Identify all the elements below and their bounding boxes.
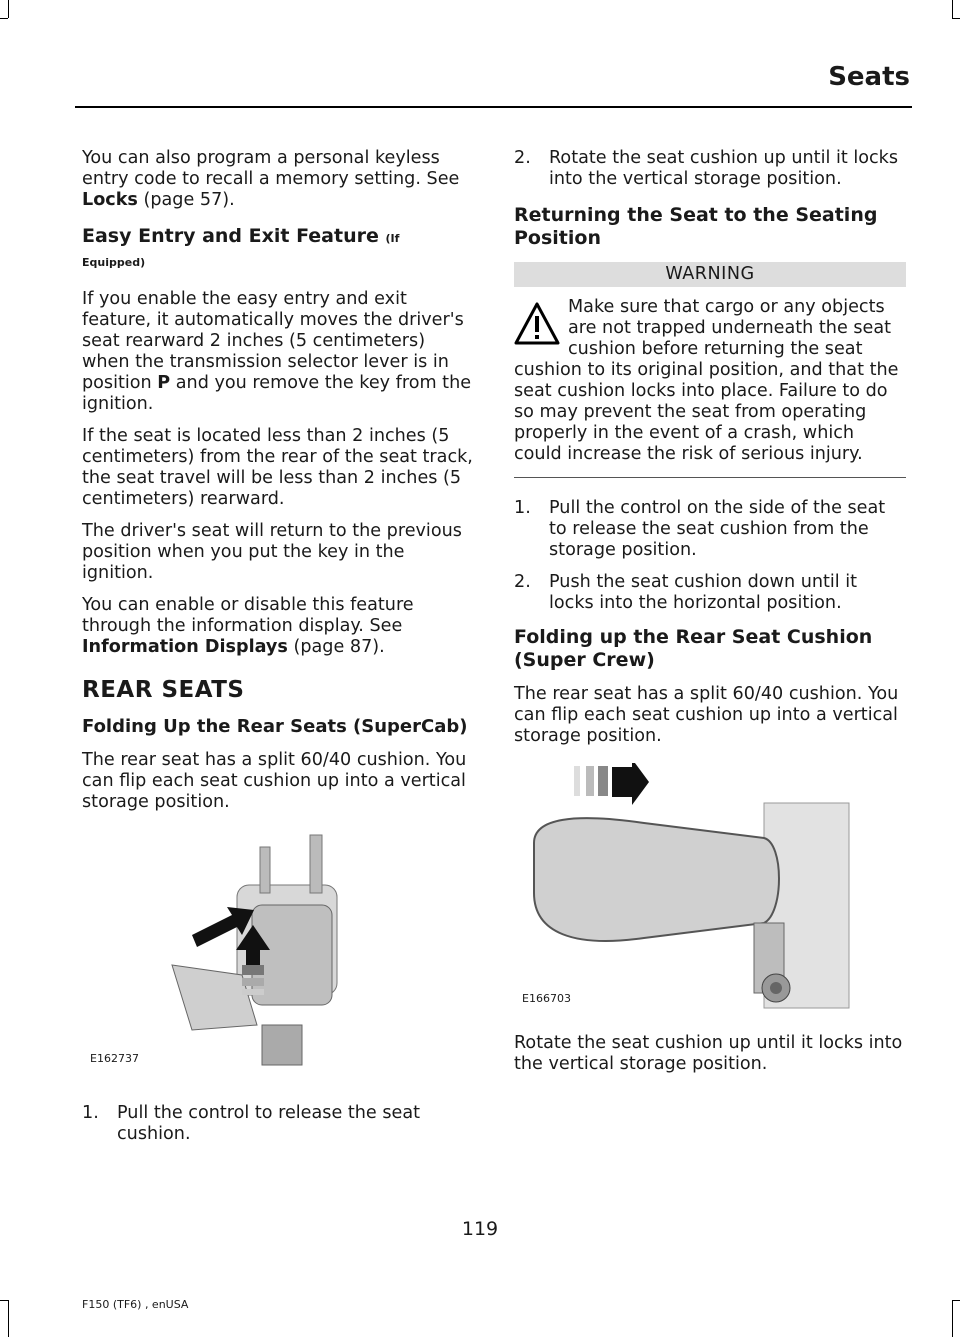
returning-heading: Returning the Seat to the Seating Position bbox=[514, 204, 878, 249]
intro-page: (page 57). bbox=[137, 190, 235, 210]
easy-entry-paragraph-2: If the seat is located less than 2 inches (5 centimeters) from the rear of the seat track, the seat travel will be less than 2 inches (5 centimeters) rearward. bbox=[82, 426, 473, 509]
crop-mark bbox=[8, 0, 9, 18]
super-crew-seat-figure bbox=[514, 763, 854, 1013]
super-crew-heading: Folding up the Rear Seat Cushion (Super Crew) bbox=[514, 626, 873, 671]
warning-box bbox=[514, 297, 906, 465]
super-crew-paragraph: The rear seat has a split 60/40 cushion. You can flip each seat cushion up into a vertical storage position. bbox=[514, 684, 899, 746]
crop-mark bbox=[0, 18, 8, 19]
information-displays-link[interactable]: Information Displays bbox=[82, 637, 288, 657]
supercab-seat-figure bbox=[82, 825, 372, 1073]
warning-text: Make sure that cargo or any objects are not trapped underneath the seat cushion before returning the seat cushion to its original position, and that the seat cushion locks into place. Failure to do so may prevent the seat from operating properly in the event of a crash, which could increase the risk of serious injury. bbox=[514, 297, 899, 464]
rear-cushion-illustration bbox=[514, 763, 854, 1013]
crop-mark bbox=[8, 1300, 9, 1337]
crop-mark bbox=[0, 1300, 8, 1301]
easy-entry-paragraph-3: The driver's seat will return to the previous position when you put the key in the ignition. bbox=[82, 521, 462, 583]
supercab-paragraph: The rear seat has a split 60/40 cushion. You can flip each seat cushion up into a vertical storage position. bbox=[82, 750, 467, 812]
super-crew-rotate: Rotate the seat cushion up until it locks into the vertical storage position. bbox=[514, 1033, 903, 1074]
crop-mark bbox=[952, 0, 953, 18]
supercab-step-1: 1. Pull the control to release the seat cushion. bbox=[82, 1103, 421, 1144]
returning-step-2: 2. Push the seat cushion down until it locks into the horizontal position. bbox=[514, 572, 858, 613]
crop-mark bbox=[952, 18, 960, 19]
rear-seat-illustration bbox=[82, 825, 372, 1073]
intro-text: You can also program a personal keyless entry code to recall a memory setting. See bbox=[82, 148, 460, 189]
easy-entry-paragraph-4: You can enable or disable this feature through the information display. See Information Displays (page 87). bbox=[82, 595, 414, 657]
header-rule bbox=[75, 106, 912, 108]
left-column bbox=[82, 148, 474, 1156]
warning-label: WARNING bbox=[514, 262, 906, 287]
figure-id: E162737 bbox=[90, 1052, 139, 1065]
figure-id: E166703 bbox=[522, 992, 571, 1005]
footer-text: F150 (TF6) , enUSA bbox=[82, 1298, 189, 1311]
crop-mark bbox=[952, 1300, 953, 1337]
supercab-step-2: 2. Rotate the seat cushion up until it locks into the vertical storage position. bbox=[514, 148, 898, 189]
page-number: 119 bbox=[461, 1218, 499, 1240]
crop-mark bbox=[952, 1300, 960, 1301]
easy-entry-paragraph-1: If you enable the easy entry and exit feature, it automatically moves the driver's seat rearward 2 inches (5 centimeters) when the transmission selector lever is in position P and you remove the key from the ignition. bbox=[82, 289, 472, 414]
section-title: Seats bbox=[828, 62, 910, 92]
returning-step-1: 1. Pull the control on the side of the seat to release the seat cushion from the storage position. bbox=[514, 498, 886, 560]
right-column bbox=[514, 148, 906, 1086]
easy-entry-equipped: Equipped) bbox=[82, 256, 146, 269]
rear-seats-heading: REAR SEATS bbox=[82, 677, 245, 703]
intro-paragraph bbox=[82, 148, 474, 211]
locks-link[interactable]: Locks bbox=[82, 190, 138, 210]
easy-entry-heading: Easy Entry and Exit Feature (If bbox=[82, 225, 400, 247]
supercab-heading: Folding Up the Rear Seats (SuperCab) bbox=[82, 716, 468, 737]
warning-rule bbox=[514, 477, 906, 478]
warning-triangle-icon bbox=[514, 301, 560, 347]
